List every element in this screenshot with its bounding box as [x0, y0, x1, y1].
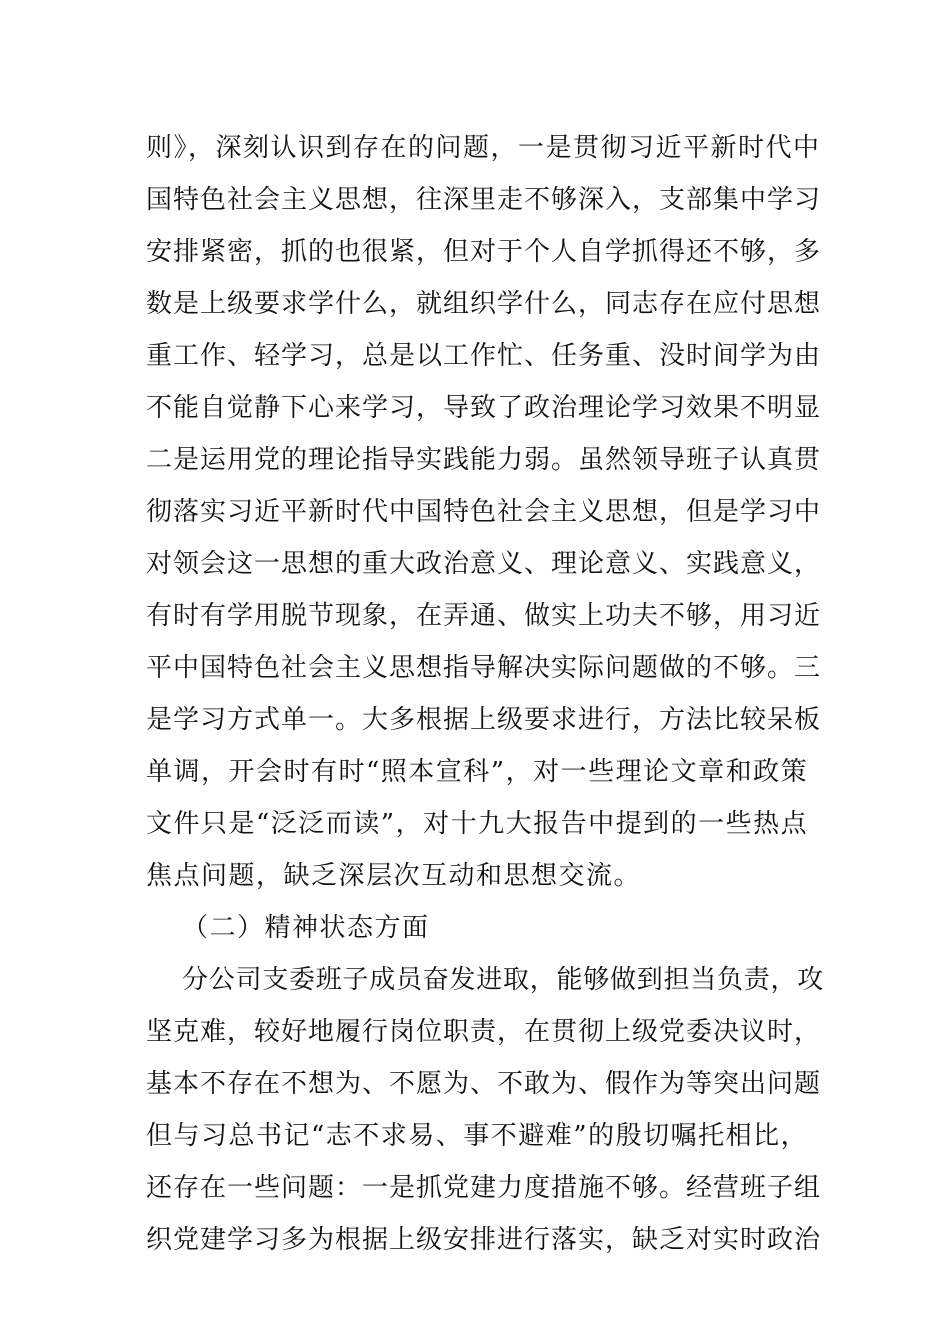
text-line: 重工作、轻学习，总是以工作忙、任务重、没时间学为由	[146, 341, 822, 371]
text-line: 数是上级要求学什么，就组织学什么，同志存在应付思想	[146, 289, 822, 319]
text-line: 基本不存在不想为、不愿为、不敢为、假作为等突出问题	[146, 1069, 822, 1099]
text-line: 彻落实习近平新时代中国特色社会主义思想，但是学习中	[146, 497, 822, 527]
text-line: 则》，深刻认识到存在的问题，一是贯彻习近平新时代中	[146, 133, 821, 163]
text-line: 国特色社会主义思想，往深里走不够深入，支部集中学习	[146, 185, 822, 215]
text-line: 分公司支委班子成员奋发进取，能够做到担当负责，攻	[182, 965, 825, 995]
text-line: 安排紧密，抓的也很紧，但对于个人自学抓得还不够，多	[146, 237, 822, 267]
text-line: 但与习总书记“志不求易、事不避难”的殷切嘱托相比，	[146, 1121, 809, 1151]
text-line: 有时有学用脱节现象，在弄通、做实上功夫不够，用习近	[146, 601, 822, 631]
section-heading: （二）精神状态方面	[182, 913, 430, 943]
text-line: 坚克难，较好地履行岗位职责，在贯彻上级党委决议时，	[146, 1017, 822, 1047]
text-line: 平中国特色社会主义思想指导解决实际问题做的不够。三	[146, 653, 822, 683]
text-line: 不能自觉静下心来学习，导致了政治理论学习效果不明显	[146, 393, 822, 423]
text-line: 还存在一些问题：一是抓党建力度措施不够。经营班子组	[146, 1173, 822, 1203]
text-line: 文件只是“泛泛而读”，对十九大报告中提到的一些热点	[146, 809, 809, 839]
text-line: 二是运用党的理论指导实践能力弱。虽然领导班子认真贯	[146, 445, 822, 475]
text-line: 对领会这一思想的重大政治意义、理论意义、实践意义，	[146, 549, 822, 579]
text-line: 是学习方式单一。大多根据上级要求进行，方法比较呆板	[146, 705, 822, 735]
text-line: 织党建学习多为根据上级安排进行落实，缺乏对实时政治	[146, 1225, 822, 1255]
text-line: 焦点问题，缺乏深层次互动和思想交流。	[146, 861, 642, 891]
text-line: 单调，开会时有时“照本宣科”，对一些理论文章和政策	[146, 757, 809, 787]
